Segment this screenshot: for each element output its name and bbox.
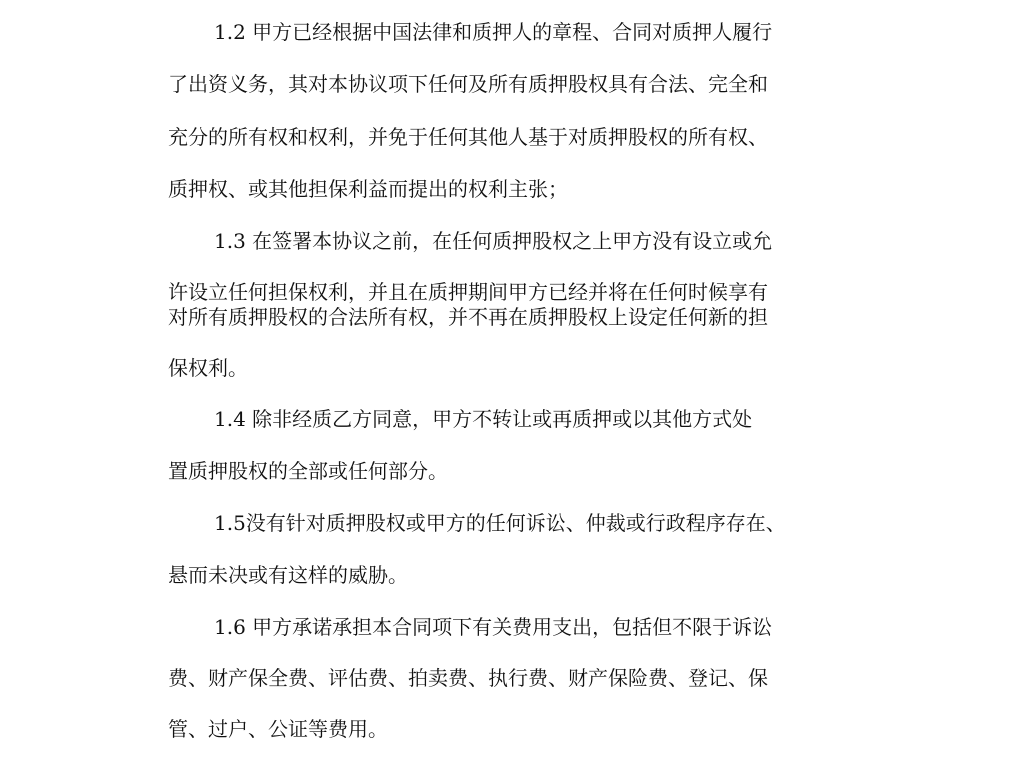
clause-1-2-line-4: 质押权、或其他担保利益而提出的权利主张； [168,177,568,201]
clause-1-3-line-1: 1.3 在签署本协议之前，在任何质押股权之上甲方没有设立或允 [214,229,773,253]
clause-1-4-line-2: 置质押股权的全部或任何部分。 [168,459,448,483]
clause-1-2-line-3: 充分的所有权和权利，并免于任何其他人基于对质押股权的所有权、 [168,125,768,149]
clause-1-2-line-2: 了出资义务，其对本协议项下任何及所有质押股权具有合法、完全和 [168,72,768,96]
clause-1-3-line-4: 保权利。 [168,356,248,380]
clause-1-6-line-3: 管、过户、公证等费用。 [168,717,388,741]
clause-1-3-line-3: 对所有质押股权的合法所有权，并不再在质押股权上设定任何新的担 [168,305,768,329]
clause-1-5-line-2: 悬而未决或有这样的威胁。 [168,563,408,587]
clause-1-2-line-1: 1.2 甲方已经根据中国法律和质押人的章程、合同对质押人履行 [214,20,773,44]
clause-1-5-line-1: 1.5没有针对质押股权或甲方的任何诉讼、仲裁或行政程序存在、 [214,511,786,535]
clause-1-6-line-1: 1.6 甲方承诺承担本合同项下有关费用支出，包括但不限于诉讼 [214,615,773,639]
clause-1-6-line-2: 费、财产保全费、评估费、拍卖费、执行费、财产保险费、登记、保 [168,666,768,690]
clause-1-4-line-1: 1.4 除非经质乙方同意，甲方不转让或再质押或以其他方式处 [214,407,753,431]
clause-1-3-line-2: 许设立任何担保权利，并且在质押期间甲方已经并将在任何时候享有 [168,280,768,304]
